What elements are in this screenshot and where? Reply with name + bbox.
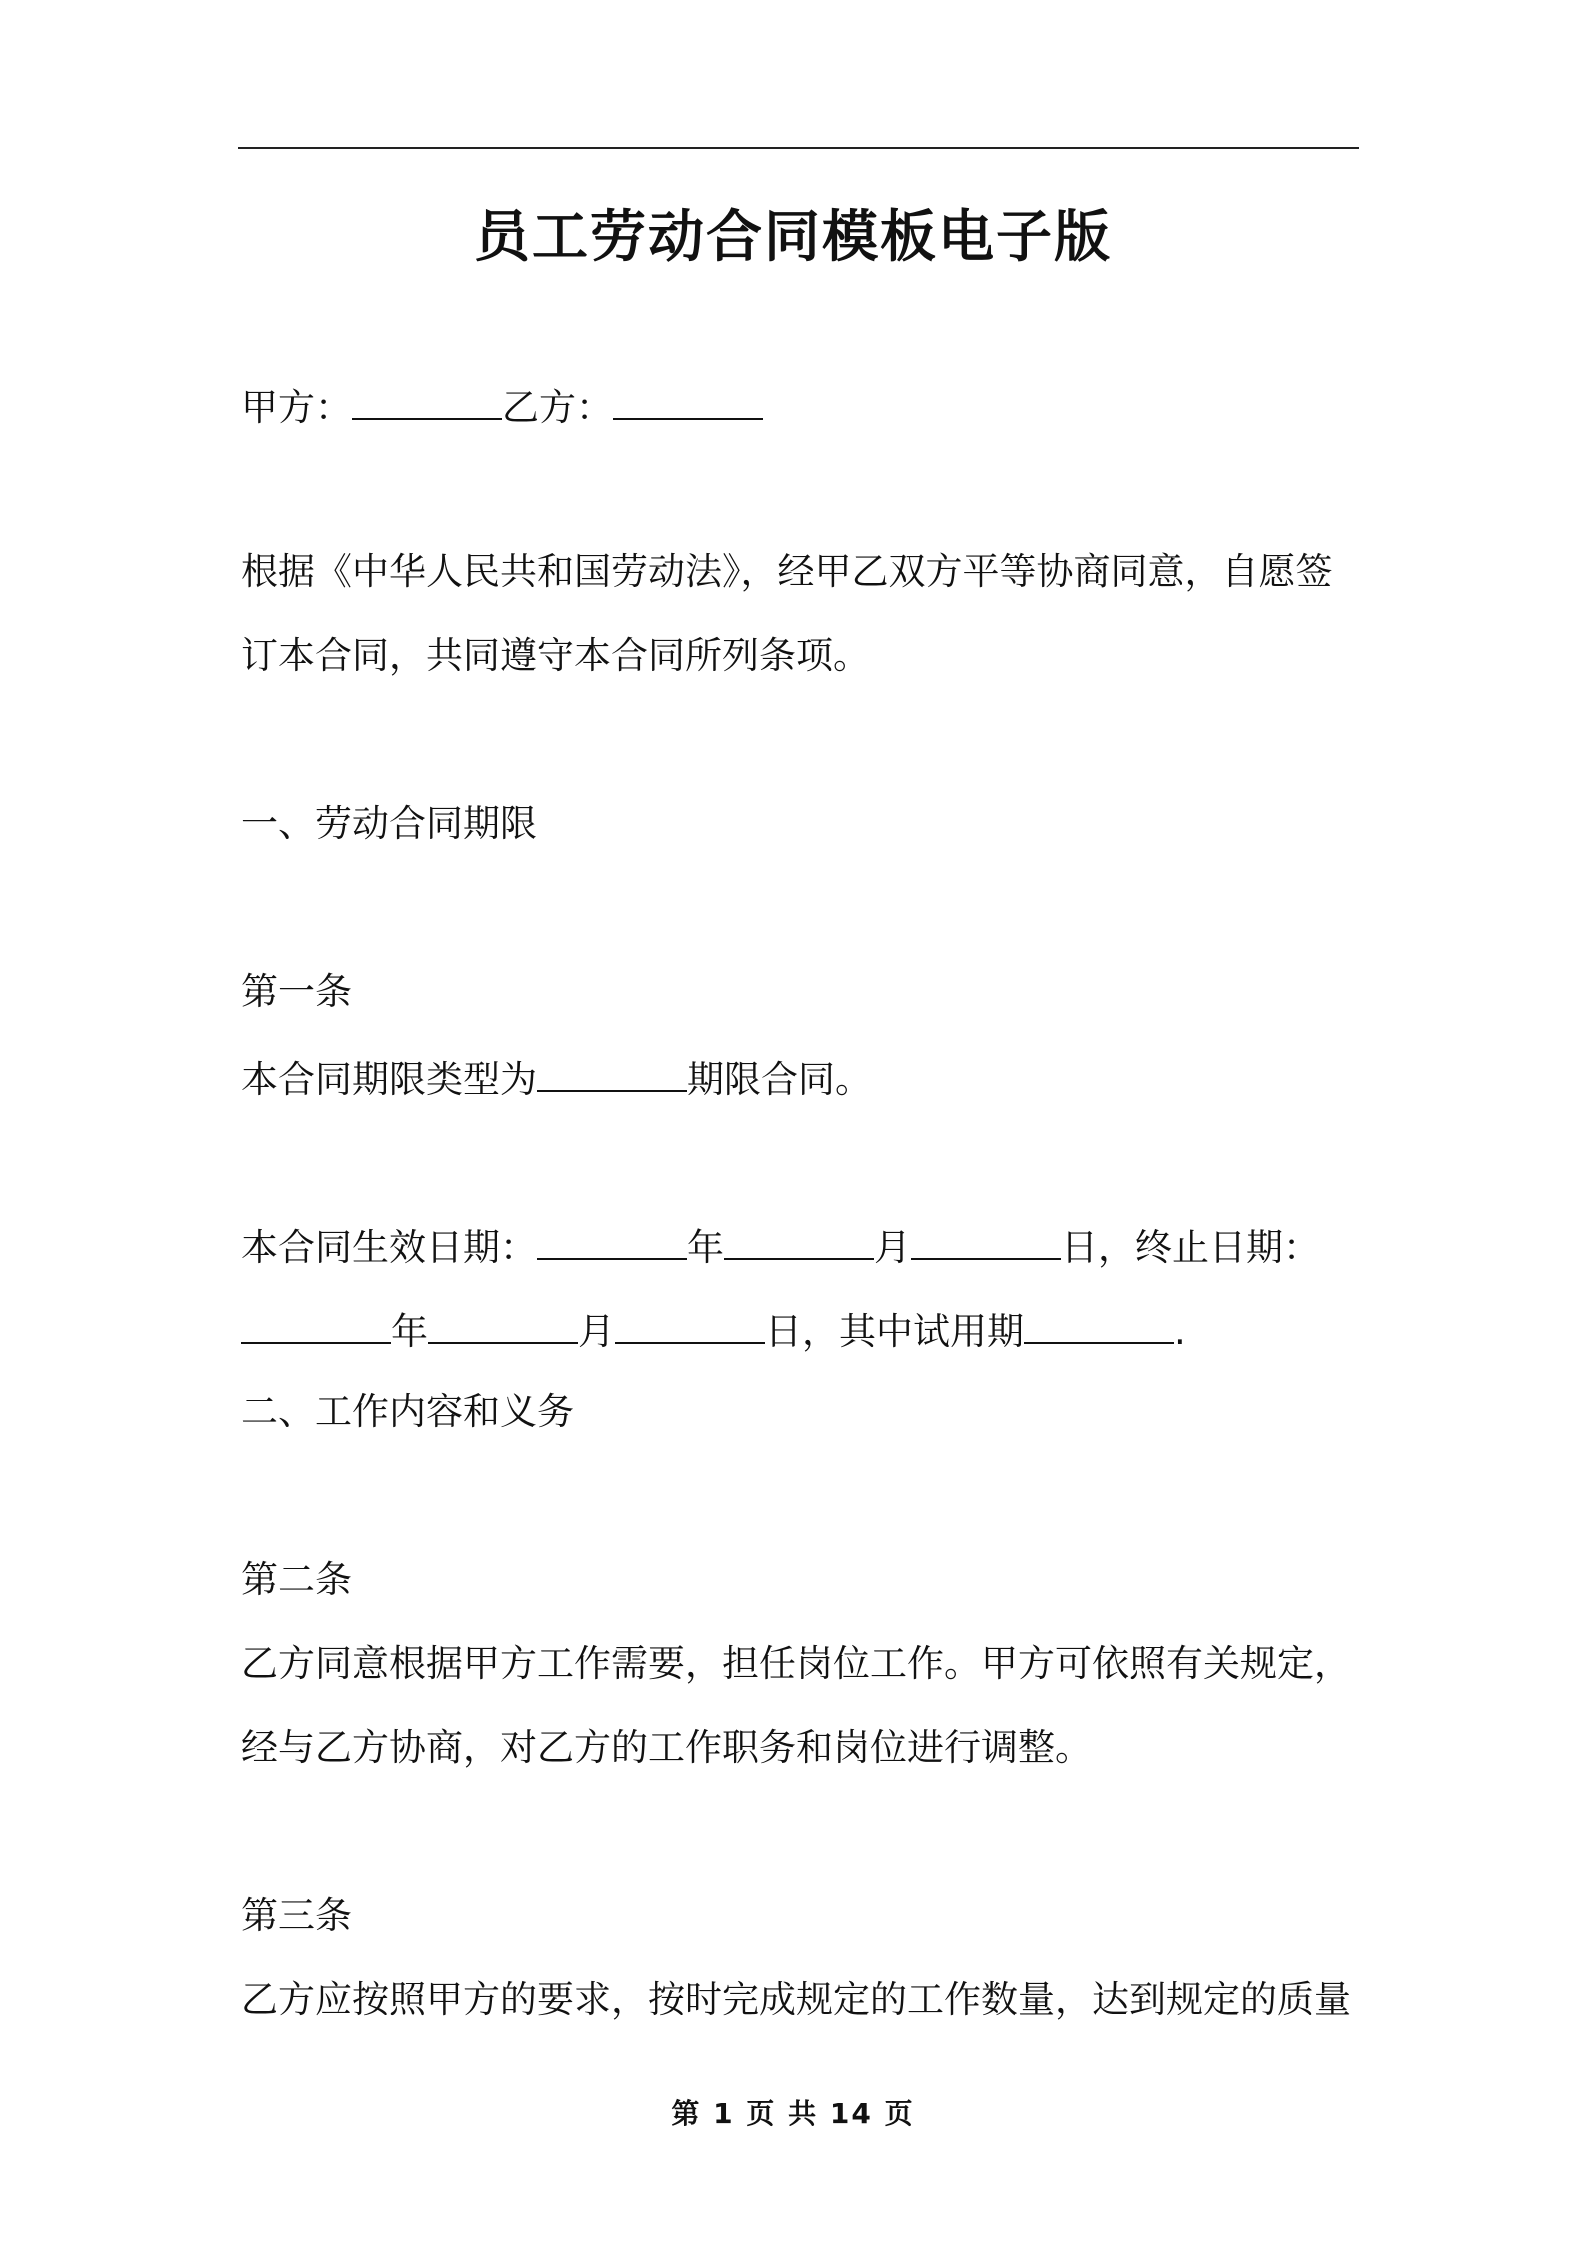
probation-blank[interactable] <box>1024 1302 1174 1344</box>
section-2-heading: 二、工作内容和义务 <box>241 1390 574 1433</box>
intro-line-1: 根据《中华人民共和国劳动法》，经甲乙双方平等协商同意，自愿签 <box>241 550 1333 593</box>
page-number-footer: 第 1 页 共 14 页 <box>671 2097 915 2130</box>
article-2-line-1: 乙方同意根据甲方工作需要，担任岗位工作。甲方可依照有关规定， <box>241 1642 1351 1685</box>
header-rule <box>238 147 1359 149</box>
end-month-blank[interactable] <box>428 1302 578 1344</box>
article-2-heading: 第二条 <box>241 1558 352 1601</box>
end-date-line <box>241 1302 1186 1358</box>
parties-line <box>241 378 763 434</box>
month-label: 月 <box>578 1310 615 1353</box>
month-label: 月 <box>874 1226 911 1269</box>
article-3-heading: 第三条 <box>241 1894 352 1937</box>
effective-year-blank[interactable] <box>537 1218 687 1260</box>
effective-label: 本合同生效日期： <box>241 1226 537 1269</box>
party-b-blank[interactable] <box>613 378 763 420</box>
effective-month-blank[interactable] <box>724 1218 874 1260</box>
probation-label: 日，其中试用期 <box>765 1310 1024 1353</box>
end-year-blank[interactable] <box>241 1302 391 1344</box>
end-date-label: 日，终止日期： <box>1061 1226 1320 1269</box>
year-label: 年 <box>391 1310 428 1353</box>
term-suffix: 期限合同。 <box>687 1058 872 1101</box>
article-1-heading: 第一条 <box>241 970 352 1013</box>
effective-date-line <box>241 1218 1320 1274</box>
term-type-blank[interactable] <box>537 1050 687 1092</box>
document-title: 员工劳动合同模板电子版 <box>474 205 1112 270</box>
period-end: . <box>1174 1310 1186 1353</box>
party-a-blank[interactable] <box>352 378 502 420</box>
party-a-label: 甲方： <box>241 386 352 429</box>
term-prefix: 本合同期限类型为 <box>241 1058 537 1101</box>
article-3-line-1: 乙方应按照甲方的要求，按时完成规定的工作数量，达到规定的质量 <box>241 1978 1351 2021</box>
contract-term-line <box>241 1050 872 1106</box>
year-label: 年 <box>687 1226 724 1269</box>
party-b-label: 乙方： <box>502 386 613 429</box>
intro-line-2: 订本合同，共同遵守本合同所列条项。 <box>241 634 870 677</box>
end-day-blank[interactable] <box>615 1302 765 1344</box>
effective-day-blank[interactable] <box>911 1218 1061 1260</box>
article-2-line-2: 经与乙方协商，对乙方的工作职务和岗位进行调整。 <box>241 1726 1092 1769</box>
section-1-heading: 一、劳动合同期限 <box>241 802 537 845</box>
